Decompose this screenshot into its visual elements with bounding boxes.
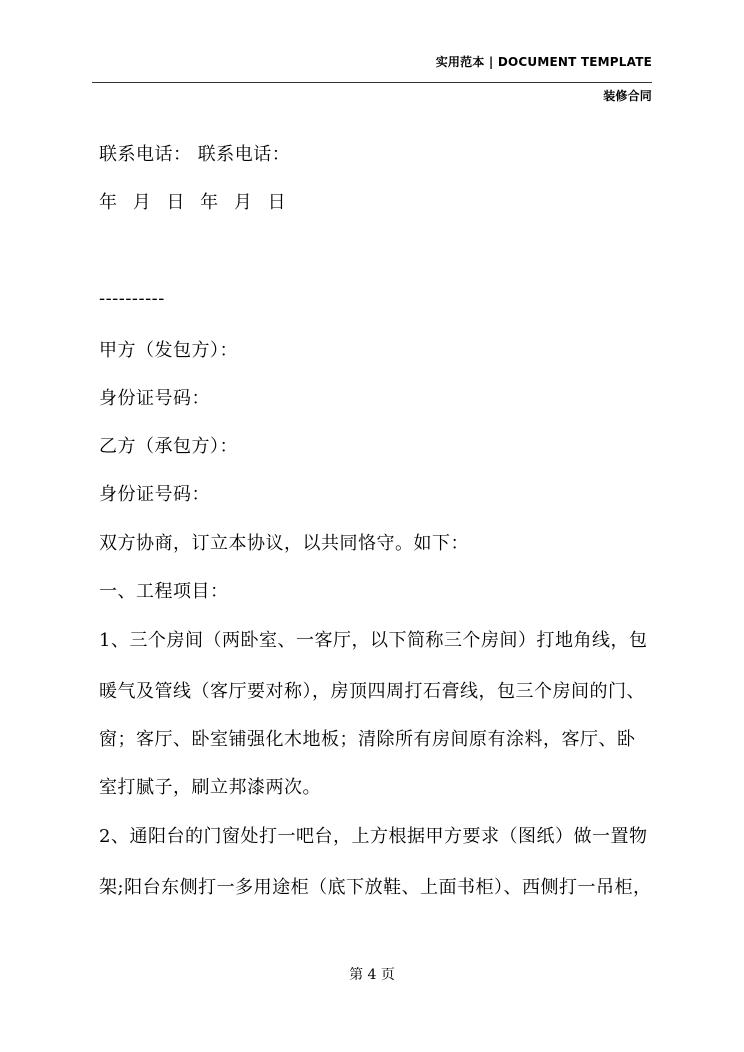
paragraph-line: 室打腻子，刷立邦漆两次。 <box>99 777 321 798</box>
paragraph-line: 暖气及管线（客厅要对称），房顶四周打石膏线，包三个房间的门、 <box>99 681 645 702</box>
id-number-line-a: 身份证号码： <box>99 388 210 409</box>
paragraph-line: 1、三个房间（两卧室、一客厅，以下简称三个房间）打地角线，包 <box>99 630 648 651</box>
paragraph-line: 窗；客厅、卧室铺强化木地板；清除所有房间原有涂料，客厅、卧 <box>99 729 636 750</box>
date-line: 年 月 日 年 月 日 <box>99 192 291 213</box>
agreement-intro: 双方协商，订立本协议，以共同恪守。如下： <box>99 533 469 554</box>
header-divider <box>92 82 652 83</box>
page-number: 第 4 页 <box>349 967 395 983</box>
party-a-line: 甲方（发包方）： <box>99 340 238 361</box>
paragraph-line: 2、通阳台的门窗处打一吧台，上方根据甲方要求（图纸）做一置物 <box>99 826 648 847</box>
header-subtitle: 装修合同 <box>603 89 652 103</box>
section-heading-project: 一、工程项目： <box>99 581 229 602</box>
contact-phone-line: 联系电话： 联系电话： <box>99 144 291 165</box>
paragraph-line: 架;阳台东侧打一多用途柜（底下放鞋、上面书柜）、西侧打一吊柜， <box>99 877 652 898</box>
id-number-line-b: 身份证号码： <box>99 484 210 505</box>
party-b-line: 乙方（承包方）： <box>99 436 238 457</box>
header-title: 实用范本 | DOCUMENT TEMPLATE <box>435 55 652 69</box>
separator-dashes: ---------- <box>99 288 165 309</box>
